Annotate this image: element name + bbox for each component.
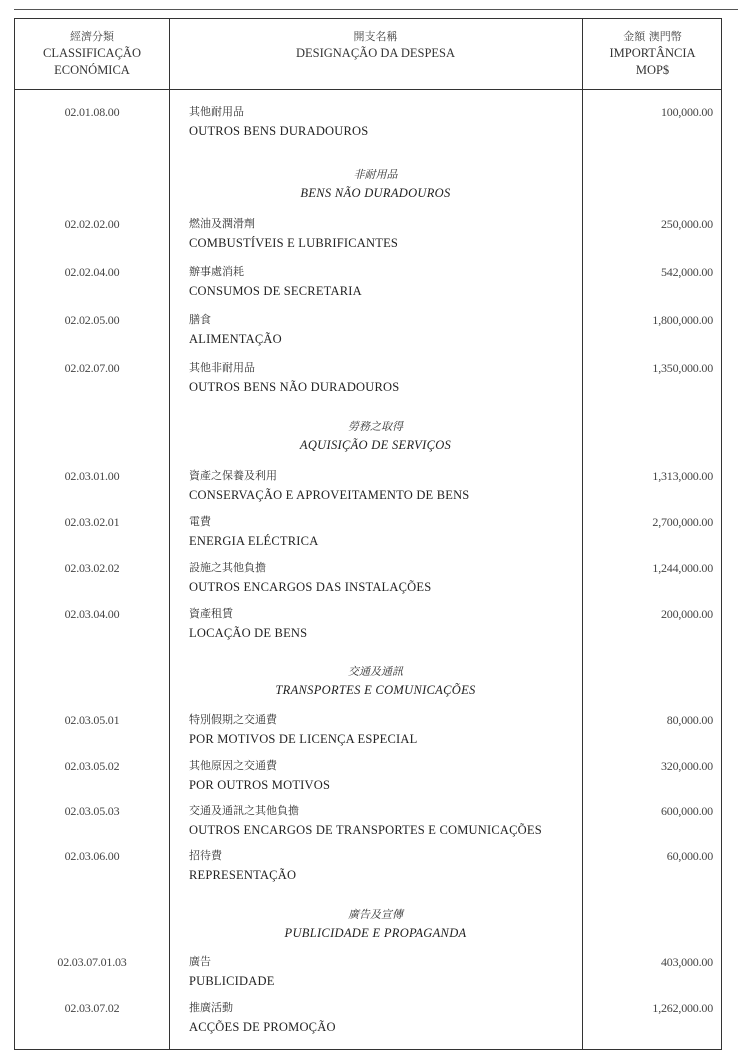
row-amount: 60,000.00: [666, 849, 713, 863]
section-heading-zh: 勞務之取得: [348, 420, 403, 433]
row-code: 02.03.04.00: [64, 607, 120, 621]
row-code: 02.01.08.00: [64, 105, 120, 119]
row-designation: [189, 217, 398, 251]
row-amount: 100,000.00: [660, 105, 713, 119]
section-heading-zh: 廣告及宣傳: [348, 908, 403, 921]
row-amount: 200,000.00: [660, 607, 713, 621]
row-designation: [189, 849, 296, 883]
row-code: 02.03.06.00: [64, 849, 120, 863]
header-amount-zh: 金額 澳門幣: [623, 30, 682, 43]
row-designation-pt: CONSUMOS DE SECRETARIA: [189, 284, 362, 298]
column-divider: [582, 19, 583, 1049]
section-heading: [169, 168, 582, 201]
row-amount: 320,000.00: [660, 759, 713, 773]
row-designation-zh: 辦事處消耗: [189, 265, 244, 278]
row-designation: [189, 361, 399, 395]
row-amount: 403,000.00: [660, 955, 713, 969]
row-designation: [189, 469, 469, 503]
row-amount: 1,313,000.00: [652, 469, 713, 483]
row-code: 02.03.02.02: [64, 561, 120, 575]
row-designation-zh: 其他耐用品: [189, 105, 244, 118]
header-amount-pt: IMPORTÂNCIA: [609, 46, 696, 60]
row-designation-zh: 推廣活動: [189, 1001, 233, 1014]
row-designation-pt: CONSERVAÇÃO E APROVEITAMENTO DE BENS: [189, 488, 470, 502]
row-designation: [189, 515, 318, 549]
section-heading-pt: TRANSPORTES E COMUNICAÇÕES: [275, 683, 476, 697]
row-designation: [189, 1001, 336, 1035]
row-designation-zh: 電費: [189, 515, 211, 528]
row-amount: 1,800,000.00: [652, 313, 713, 327]
row-designation: [189, 713, 417, 747]
row-designation-zh: 膳食: [189, 313, 211, 326]
section-heading-zh: 非耐用品: [353, 168, 398, 181]
row-designation: [189, 313, 282, 347]
header-designation-zh: 開支名稱: [353, 30, 398, 43]
row-code: 02.03.07.02: [64, 1001, 120, 1015]
row-designation: [189, 955, 275, 989]
row-code: 02.02.02.00: [64, 217, 120, 231]
row-designation-pt: OUTROS BENS DURADOUROS: [189, 124, 369, 138]
row-designation-pt: ACÇÕES DE PROMOÇÃO: [189, 1020, 336, 1034]
section-heading-pt: AQUISIÇÃO DE SERVIÇOS: [299, 438, 452, 452]
row-designation: [189, 607, 307, 641]
header-amount: [582, 28, 723, 79]
row-designation: [189, 759, 330, 793]
row-code: 02.02.04.00: [64, 265, 120, 279]
section-heading-pt: BENS NÃO DURADOUROS: [300, 186, 451, 200]
row-designation-zh: 招待費: [189, 849, 222, 862]
budget-table: [14, 18, 722, 1050]
row-designation-pt: OUTROS BENS NÃO DURADOUROS: [189, 380, 400, 394]
row-designation: [189, 804, 542, 838]
header-amount-pt: MOP$: [635, 63, 670, 77]
row-designation-pt: REPRESENTAÇÃO: [189, 868, 297, 882]
section-heading: [169, 908, 582, 941]
row-designation: [189, 105, 368, 139]
row-code: 02.03.05.02: [64, 759, 120, 773]
row-designation-pt: COMBUSTÍVEIS E LUBRIFICANTES: [189, 236, 399, 250]
row-amount: 1,262,000.00: [652, 1001, 713, 1015]
row-designation: [189, 561, 431, 595]
row-amount: 600,000.00: [660, 804, 713, 818]
row-amount: 1,244,000.00: [652, 561, 713, 575]
row-designation-pt: LOCAÇÃO DE BENS: [189, 626, 308, 640]
row-designation-zh: 其他非耐用品: [189, 361, 255, 374]
row-code: 02.03.07.01.03: [57, 955, 127, 969]
row-designation-zh: 廣告: [189, 955, 211, 968]
header-divider: [15, 89, 721, 90]
row-designation-zh: 交通及通訊之其他負擔: [189, 804, 299, 817]
header-classification-pt: CLASSIFICAÇÃO: [43, 46, 141, 60]
header-designation-pt: DESIGNAÇÃO DA DESPESA: [295, 46, 456, 60]
header-designation: [169, 28, 582, 62]
section-heading: [169, 420, 582, 453]
row-code: 02.03.05.01: [64, 713, 120, 727]
header-classification: [15, 28, 169, 79]
row-code: 02.02.07.00: [64, 361, 120, 375]
section-heading-pt: PUBLICIDADE E PROPAGANDA: [284, 926, 467, 940]
row-designation-pt: POR MOTIVOS DE LICENÇA ESPECIAL: [189, 732, 418, 746]
section-heading: [169, 665, 582, 698]
row-code: 02.03.05.03: [64, 804, 120, 818]
row-designation-zh: 特別假期之交通費: [189, 713, 277, 726]
row-code: 02.02.05.00: [64, 313, 120, 327]
row-designation-pt: ENERGIA ELÉCTRICA: [189, 534, 319, 548]
top-rule: [14, 9, 738, 10]
row-code: 02.03.02.01: [64, 515, 120, 529]
row-designation-pt: PUBLICIDADE: [189, 974, 275, 988]
row-designation-pt: ALIMENTAÇÃO: [189, 332, 282, 346]
row-amount: 80,000.00: [666, 713, 713, 727]
header-classification-pt: ECONÓMICA: [54, 63, 130, 77]
row-designation-pt: OUTROS ENCARGOS DE TRANSPORTES E COMUNICAÇÕES: [189, 823, 542, 837]
row-designation-pt: POR OUTROS MOTIVOS: [189, 778, 331, 792]
row-designation-zh: 燃油及潤滑劑: [189, 217, 255, 230]
row-amount: 1,350,000.00: [652, 361, 713, 375]
row-amount: 542,000.00: [660, 265, 713, 279]
row-amount: 250,000.00: [660, 217, 713, 231]
row-designation: [189, 265, 362, 299]
row-amount: 2,700,000.00: [652, 515, 713, 529]
section-heading-zh: 交通及通訊: [348, 665, 403, 678]
row-designation-zh: 資產租賃: [189, 607, 233, 620]
row-designation-zh: 其他原因之交通費: [189, 759, 277, 772]
header-classification-zh: 經濟分類: [70, 30, 114, 43]
row-designation-zh: 資產之保養及利用: [189, 469, 277, 482]
row-designation-pt: OUTROS ENCARGOS DAS INSTALAÇÕES: [189, 580, 432, 594]
row-designation-zh: 設施之其他負擔: [189, 561, 266, 574]
row-code: 02.03.01.00: [64, 469, 120, 483]
